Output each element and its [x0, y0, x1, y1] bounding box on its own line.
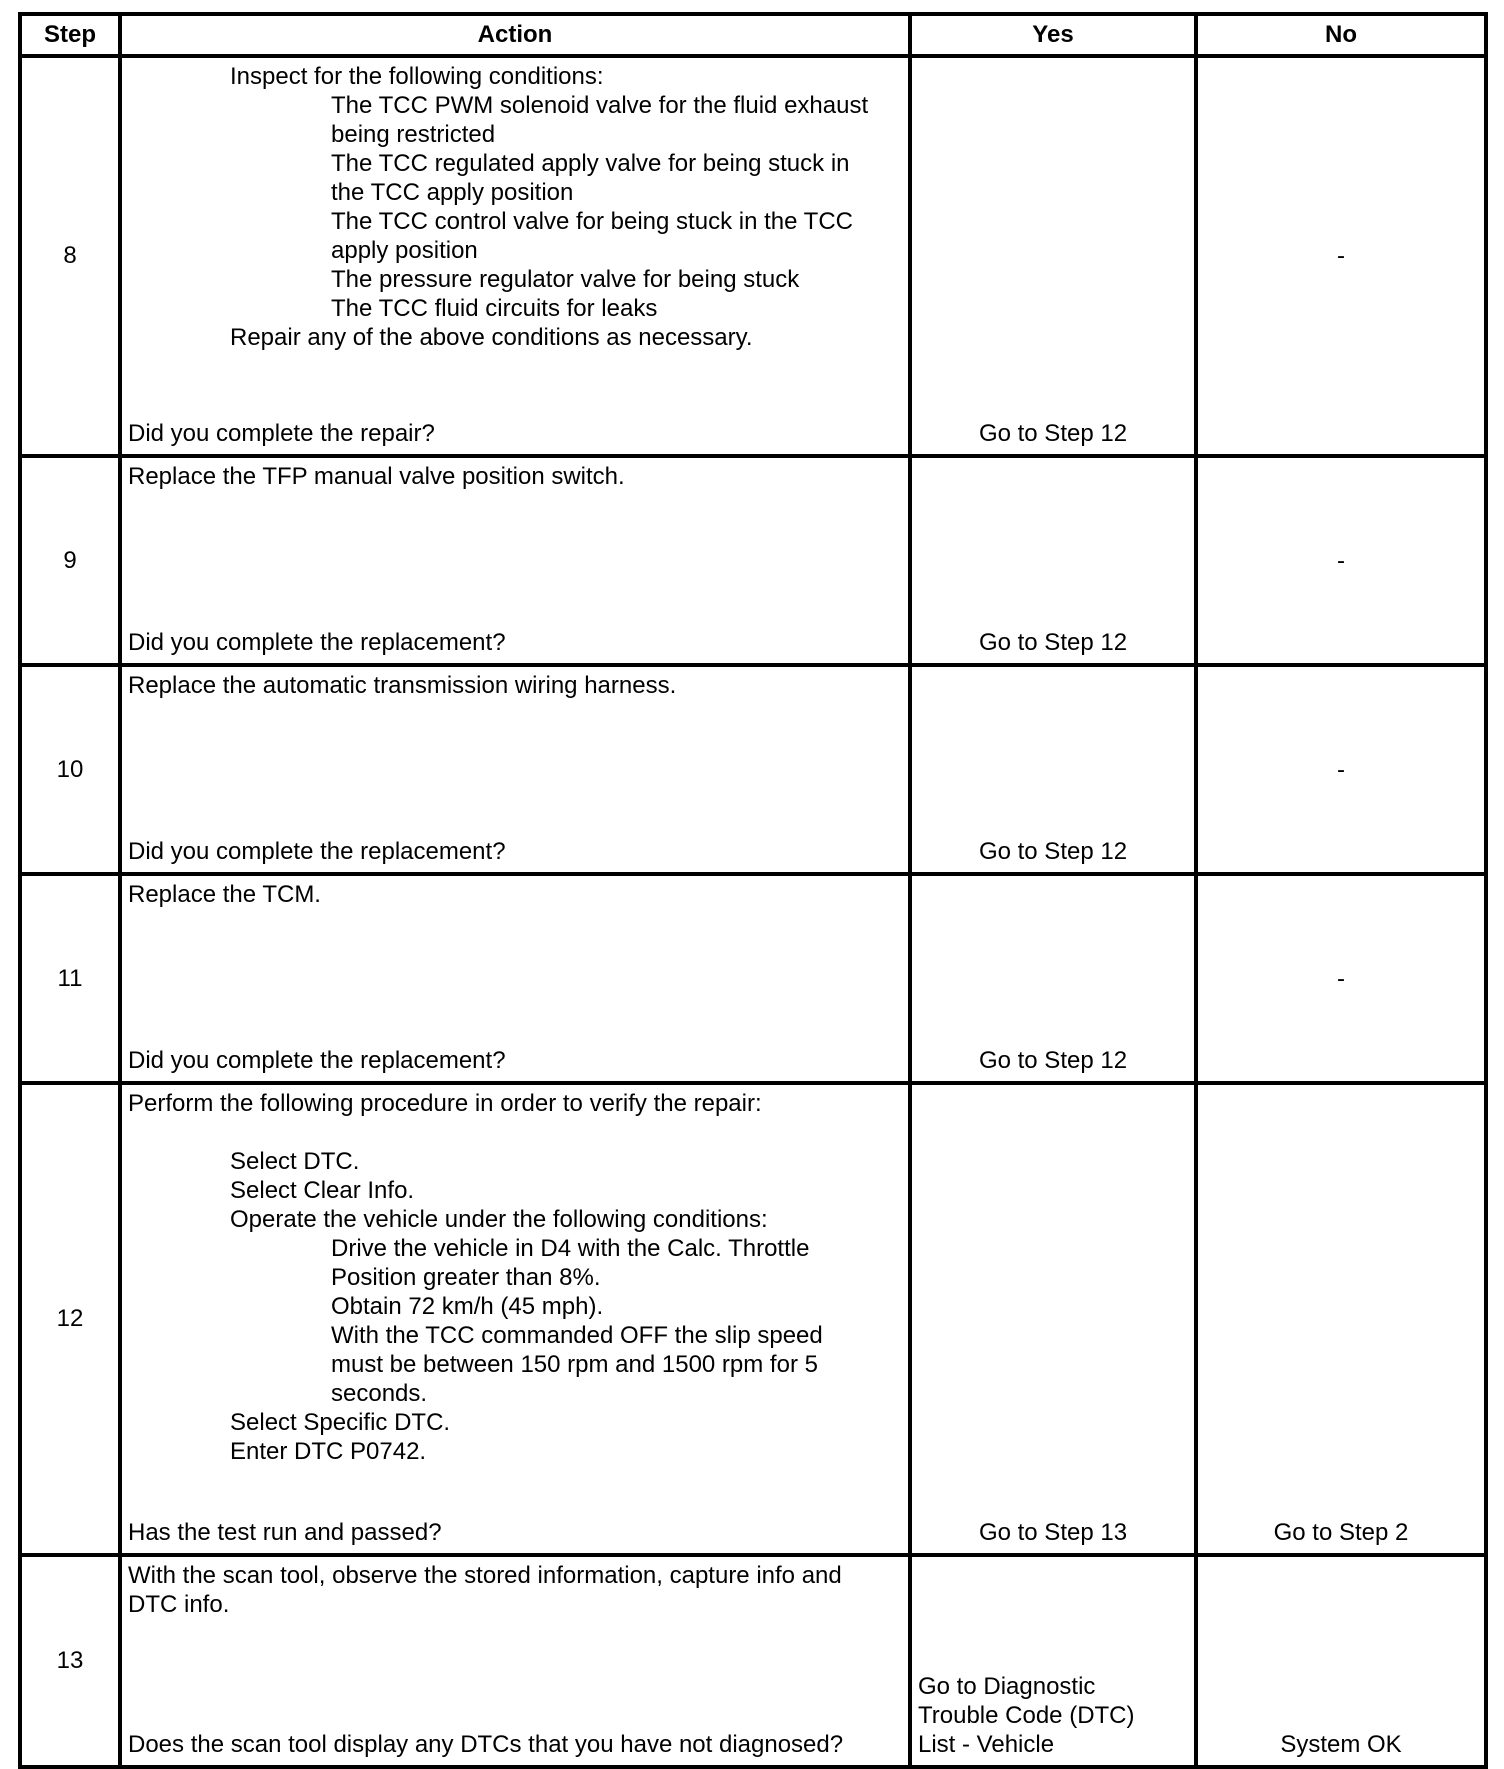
step-number: 12	[20, 1083, 120, 1555]
no-result: -	[1337, 242, 1345, 270]
no-result: -	[1337, 965, 1345, 992]
no-cell	[1196, 1555, 1486, 1767]
action-line: Select Specific DTC.	[230, 1409, 451, 1436]
action-cell	[120, 1083, 910, 1555]
action-line: DTC info.	[128, 1591, 230, 1618]
table-row	[20, 874, 1486, 1083]
table-row	[20, 665, 1486, 874]
header-action: Action	[120, 14, 910, 56]
yes-cell	[910, 456, 1196, 665]
action-question: Did you complete the replacement?	[128, 838, 506, 865]
step-number: 8	[20, 56, 120, 456]
action-line: Perform the following procedure in order to verify the repair:	[128, 1090, 762, 1117]
action-cell	[120, 56, 910, 456]
action-question: Has the test run and passed?	[128, 1519, 442, 1546]
step-number: 10	[20, 665, 120, 874]
action-line: Repair any of the above conditions as necessary.	[230, 324, 753, 351]
no-cell	[1196, 456, 1486, 665]
yes-line: List - Vehicle	[918, 1731, 1055, 1758]
action-line: Replace the TCM.	[128, 881, 321, 908]
yes-result: Go to Step 12	[978, 420, 1128, 447]
action-cell	[120, 874, 910, 1083]
action-line: the TCC apply position	[331, 179, 574, 206]
action-line: Select DTC.	[230, 1148, 360, 1175]
yes-cell	[910, 1555, 1196, 1767]
action-question: Did you complete the repair?	[128, 420, 435, 447]
action-line: Replace the automatic transmission wiring harness.	[128, 672, 677, 699]
action-line: The pressure regulator valve for being stuck	[331, 266, 800, 293]
action-line: Drive the vehicle in D4 with the Calc. Throttle	[331, 1235, 810, 1262]
yes-cell	[910, 874, 1196, 1083]
action-line: being restricted	[331, 121, 496, 148]
no-cell	[1196, 665, 1486, 874]
yes-cell	[910, 56, 1196, 456]
no-cell	[1196, 1083, 1486, 1555]
header-no: No	[1196, 14, 1486, 56]
action-line: The TCC control valve for being stuck in the TCC	[331, 208, 853, 235]
table-row	[20, 1555, 1486, 1767]
action-line: Select Clear Info.	[230, 1177, 415, 1204]
no-result: Go to Step 2	[1273, 1519, 1409, 1546]
action-line: Obtain 72 km/h (45 mph).	[331, 1293, 604, 1320]
action-line: The TCC PWM solenoid valve for the fluid exhaust	[331, 92, 869, 119]
action-line: Inspect for the following conditions:	[230, 63, 604, 90]
yes-result: Go to Step 12	[978, 629, 1128, 656]
yes-result: Go to Step 12	[978, 838, 1128, 865]
action-cell	[120, 1555, 910, 1767]
action-question: Does the scan tool display any DTCs that you have not diagnosed?	[128, 1731, 844, 1758]
action-line: Position greater than 8%.	[331, 1264, 601, 1291]
no-cell	[1196, 874, 1486, 1083]
table-row	[20, 456, 1486, 665]
action-line: Enter DTC P0742.	[230, 1438, 427, 1465]
header-yes: Yes	[910, 14, 1196, 56]
action-line: Replace the TFP manual valve position switch.	[128, 463, 625, 490]
action-cell	[120, 665, 910, 874]
action-line: Operate the vehicle under the following conditions:	[230, 1206, 768, 1233]
action-cell	[120, 456, 910, 665]
header-step: Step	[20, 14, 120, 56]
action-line: apply position	[331, 237, 478, 264]
action-line: seconds.	[331, 1380, 428, 1407]
table-row	[20, 56, 1486, 456]
no-cell	[1196, 56, 1486, 456]
table-row	[20, 1083, 1486, 1555]
action-question: Did you complete the replacement?	[128, 629, 506, 656]
diagnostic-table-wrapper	[18, 12, 1484, 1768]
action-line: The TCC regulated apply valve for being stuck in	[331, 150, 850, 177]
action-question: Did you complete the replacement?	[128, 1047, 506, 1074]
action-line	[128, 1118, 902, 1147]
no-result: -	[1337, 756, 1345, 783]
step-number: 11	[20, 874, 120, 1083]
diagnostic-table	[18, 12, 1488, 1769]
action-line: With the scan tool, observe the stored information, capture info and	[128, 1562, 842, 1589]
no-result: -	[1337, 547, 1345, 574]
header-row	[20, 14, 1486, 56]
yes-cell	[910, 665, 1196, 874]
action-line: The TCC fluid circuits for leaks	[331, 295, 658, 322]
step-number: 9	[20, 456, 120, 665]
action-line: With the TCC commanded OFF the slip speed	[331, 1322, 823, 1349]
yes-cell	[910, 1083, 1196, 1555]
step-number: 13	[20, 1555, 120, 1767]
no-result: System OK	[1280, 1731, 1402, 1758]
yes-result: Go to Step 13	[978, 1519, 1128, 1546]
action-line: must be between 150 rpm and 1500 rpm for 5	[331, 1351, 818, 1378]
yes-result: Go to Step 12	[978, 1047, 1128, 1074]
yes-line: Go to Diagnostic	[918, 1673, 1096, 1700]
yes-line: Trouble Code (DTC)	[918, 1702, 1135, 1729]
